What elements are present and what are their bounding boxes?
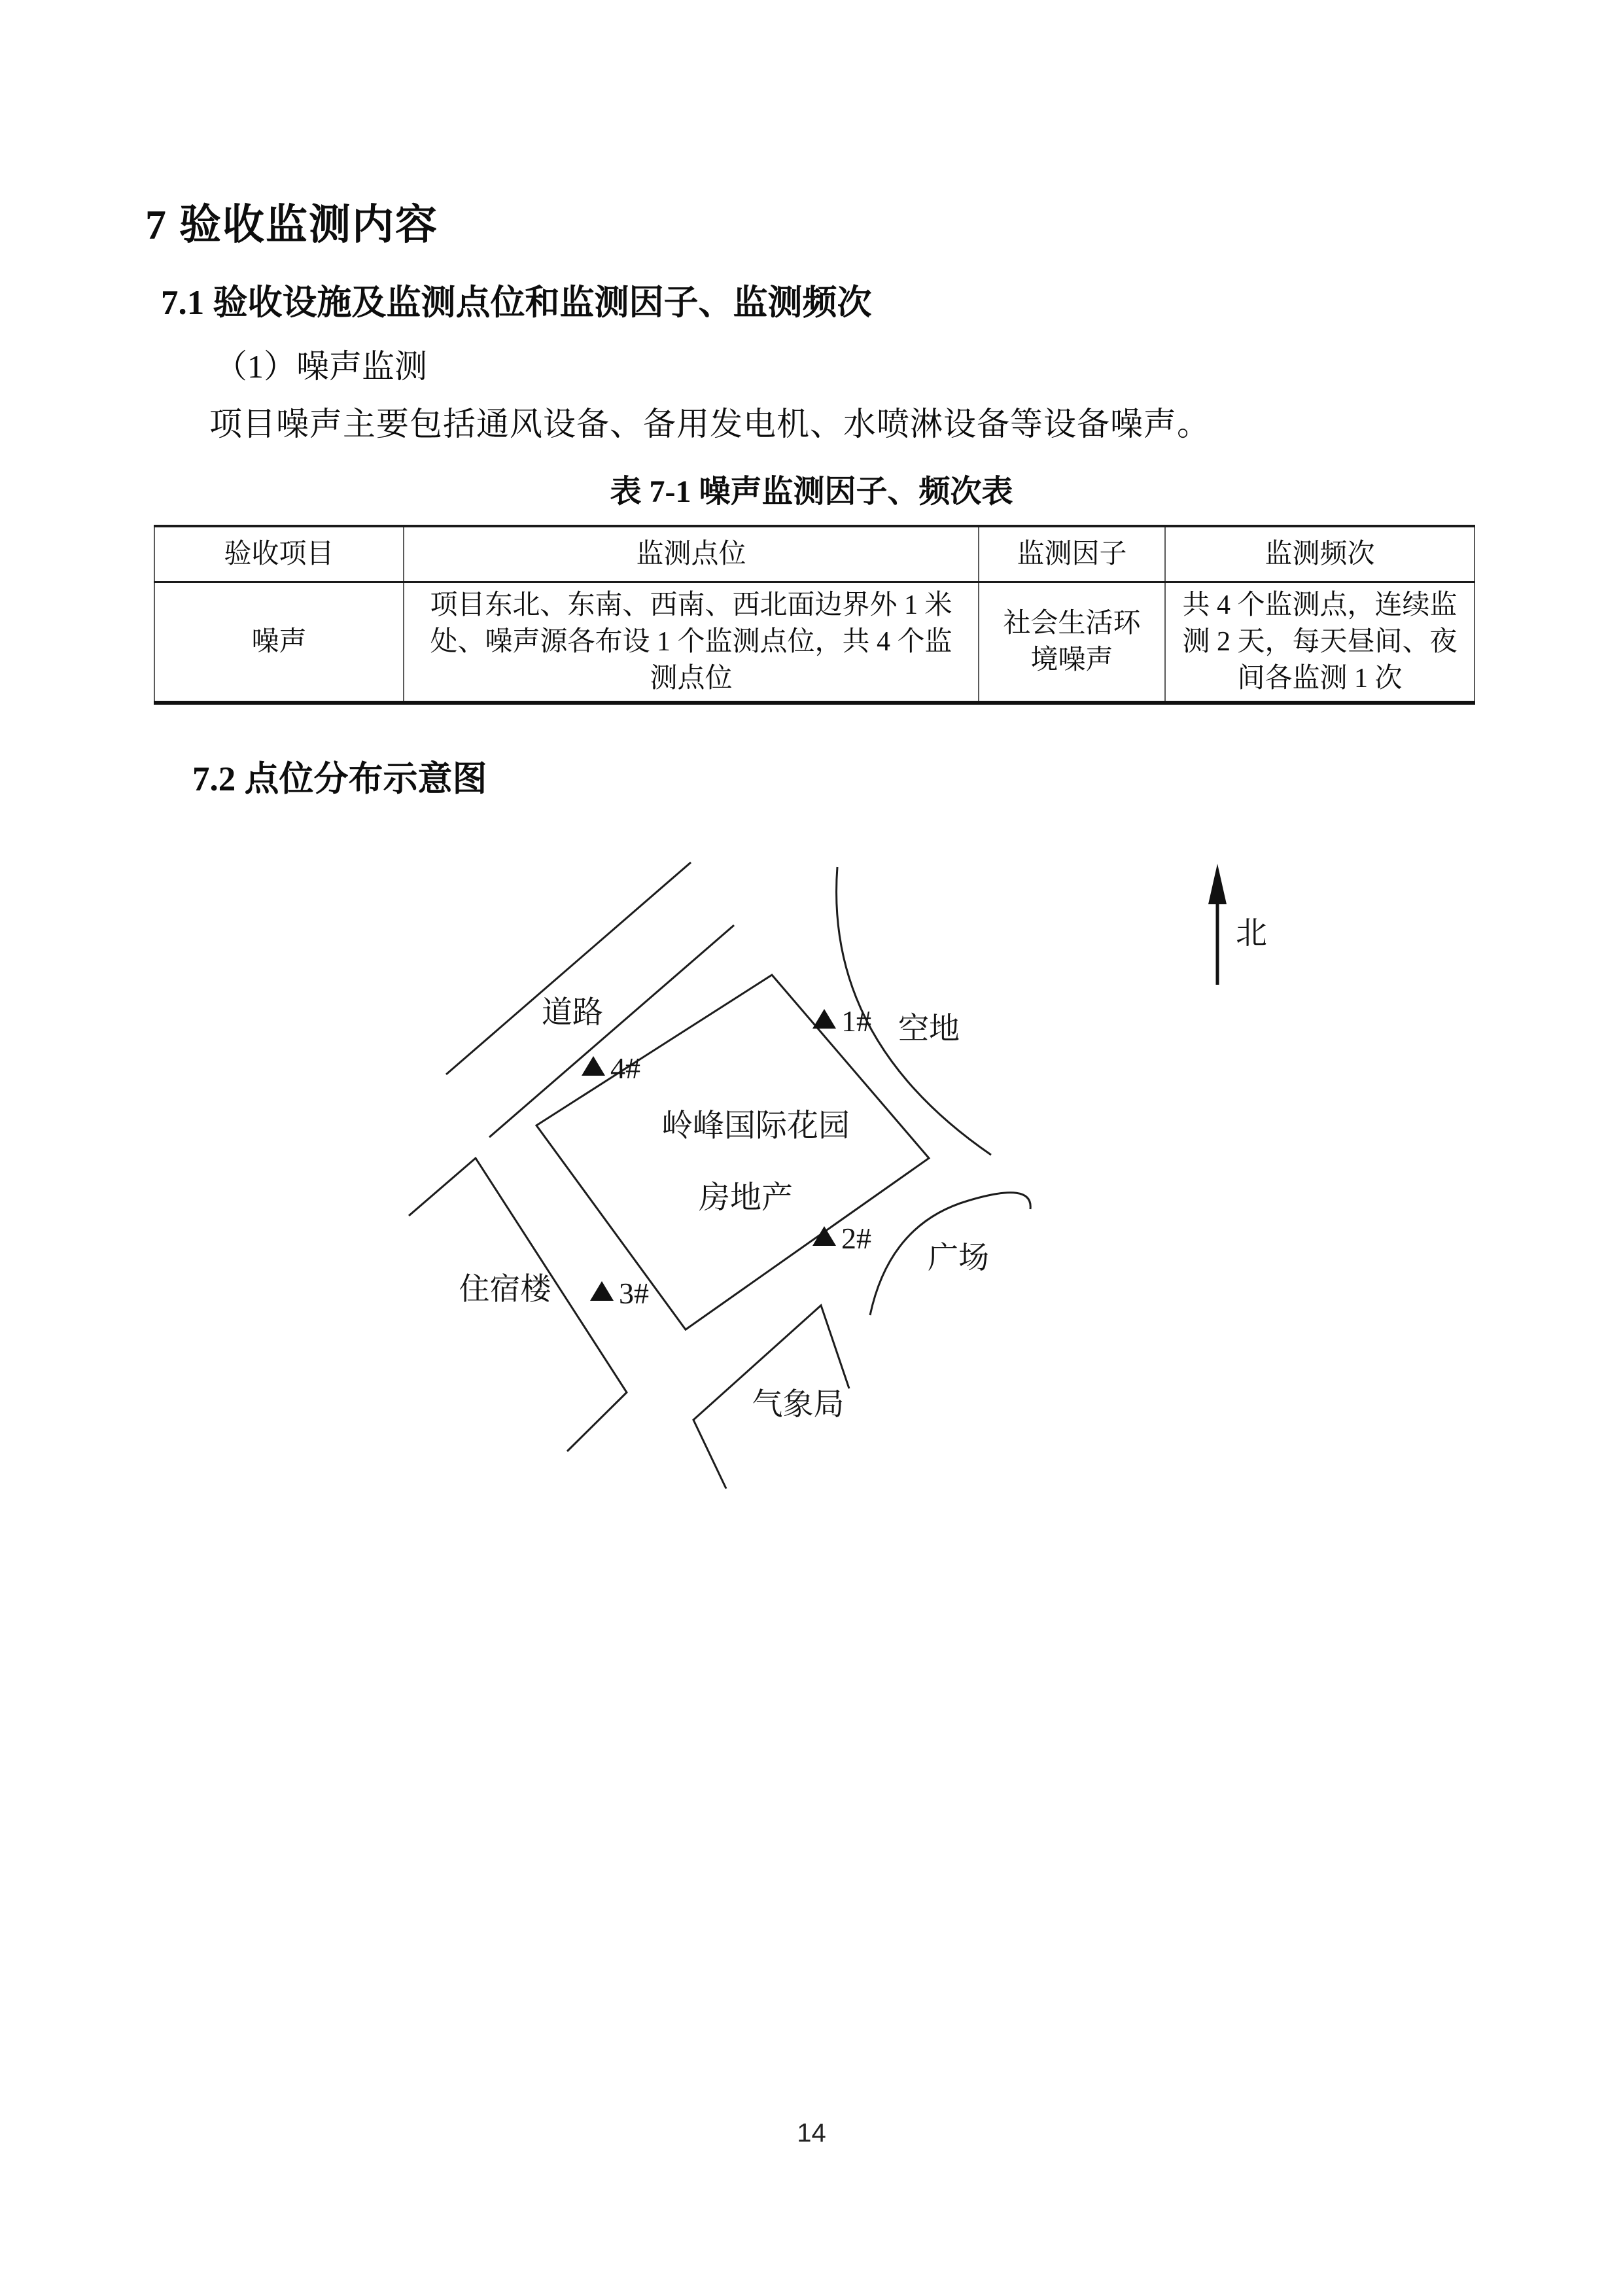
header-frequency: 监测频次: [1165, 526, 1475, 582]
table-caption: 表 7-1 噪声监测因子、频次表: [610, 474, 1013, 509]
monitoring-point-2: [812, 1222, 871, 1255]
table-row: [154, 582, 1475, 703]
estate-label-line1: 岭峰国际花园: [661, 1108, 850, 1143]
cell-project: 噪声: [154, 582, 404, 703]
monitoring-table: [154, 525, 1474, 705]
site-plan-diagram: [406, 844, 1295, 1498]
cell-points: [404, 582, 979, 703]
page-number: 14: [797, 2119, 826, 2147]
site-plan-svg: [406, 844, 1295, 1498]
road-label: 道路: [542, 996, 603, 1030]
list-item-noise-monitoring: （1）噪声监测: [215, 348, 427, 385]
cell-frequency-line2: 测 2 天，每天昼间、夜: [1182, 627, 1457, 657]
body-paragraph: 项目噪声主要包括通风设备、备用发电机、水喷淋设备等设备噪声。: [209, 406, 1210, 442]
cell-frequency: [1165, 582, 1475, 703]
north-label: 北: [1235, 916, 1268, 951]
subsection-heading-7-2: 7.2 点位分布示意图: [192, 760, 487, 798]
cell-points-line2: 处、噪声源各布设 1 个监测点位，共 4 个监: [430, 627, 952, 657]
triangle-marker-icon: [812, 1009, 836, 1029]
subsection-heading-7-1: 7.1 验收设施及监测点位和监测因子、监测频次: [161, 284, 872, 322]
marker-label-2: 2#: [841, 1222, 871, 1255]
plaza-label: 广场: [928, 1241, 989, 1275]
north-arrow-icon: [1208, 864, 1227, 985]
cell-factor: [979, 582, 1165, 703]
north-arrow-head: [1208, 864, 1227, 904]
cell-points-line1: 项目东北、东南、西南、西北面边界外 1 米: [430, 590, 952, 620]
cell-factor-line1: 社会生活环: [1003, 609, 1141, 639]
header-points: 监测点位: [404, 526, 979, 582]
triangle-marker-icon: [590, 1281, 614, 1301]
open-space-label: 空地: [898, 1012, 960, 1046]
cell-factor-line2: 境噪声: [1030, 645, 1113, 675]
road-line-lower: [489, 925, 734, 1137]
cell-frequency-line1: 共 4 个监测点，连续监: [1182, 590, 1457, 620]
road-line-upper: [446, 862, 691, 1074]
monitoring-point-3: [590, 1277, 649, 1310]
header-project: 验收项目: [154, 526, 404, 582]
marker-label-4: 4#: [610, 1051, 640, 1085]
weather-bureau-label: 气象局: [752, 1388, 845, 1422]
dormitory-label: 住宿楼: [459, 1273, 551, 1307]
header-factor: 监测因子: [979, 526, 1165, 582]
monitoring-point-4: [582, 1051, 640, 1085]
marker-label-1: 1#: [841, 1004, 871, 1038]
section-heading-7: 7 验收监测内容: [145, 202, 438, 248]
cell-points-line3: 测点位: [650, 663, 733, 694]
triangle-marker-icon: [582, 1056, 605, 1076]
marker-label-3: 3#: [619, 1277, 649, 1310]
triangle-marker-icon: [812, 1226, 836, 1246]
cell-frequency-line3: 间各监测 1 次: [1237, 663, 1403, 694]
estate-label-line2: 房地产: [698, 1180, 794, 1215]
table-header-row: [154, 526, 1475, 582]
